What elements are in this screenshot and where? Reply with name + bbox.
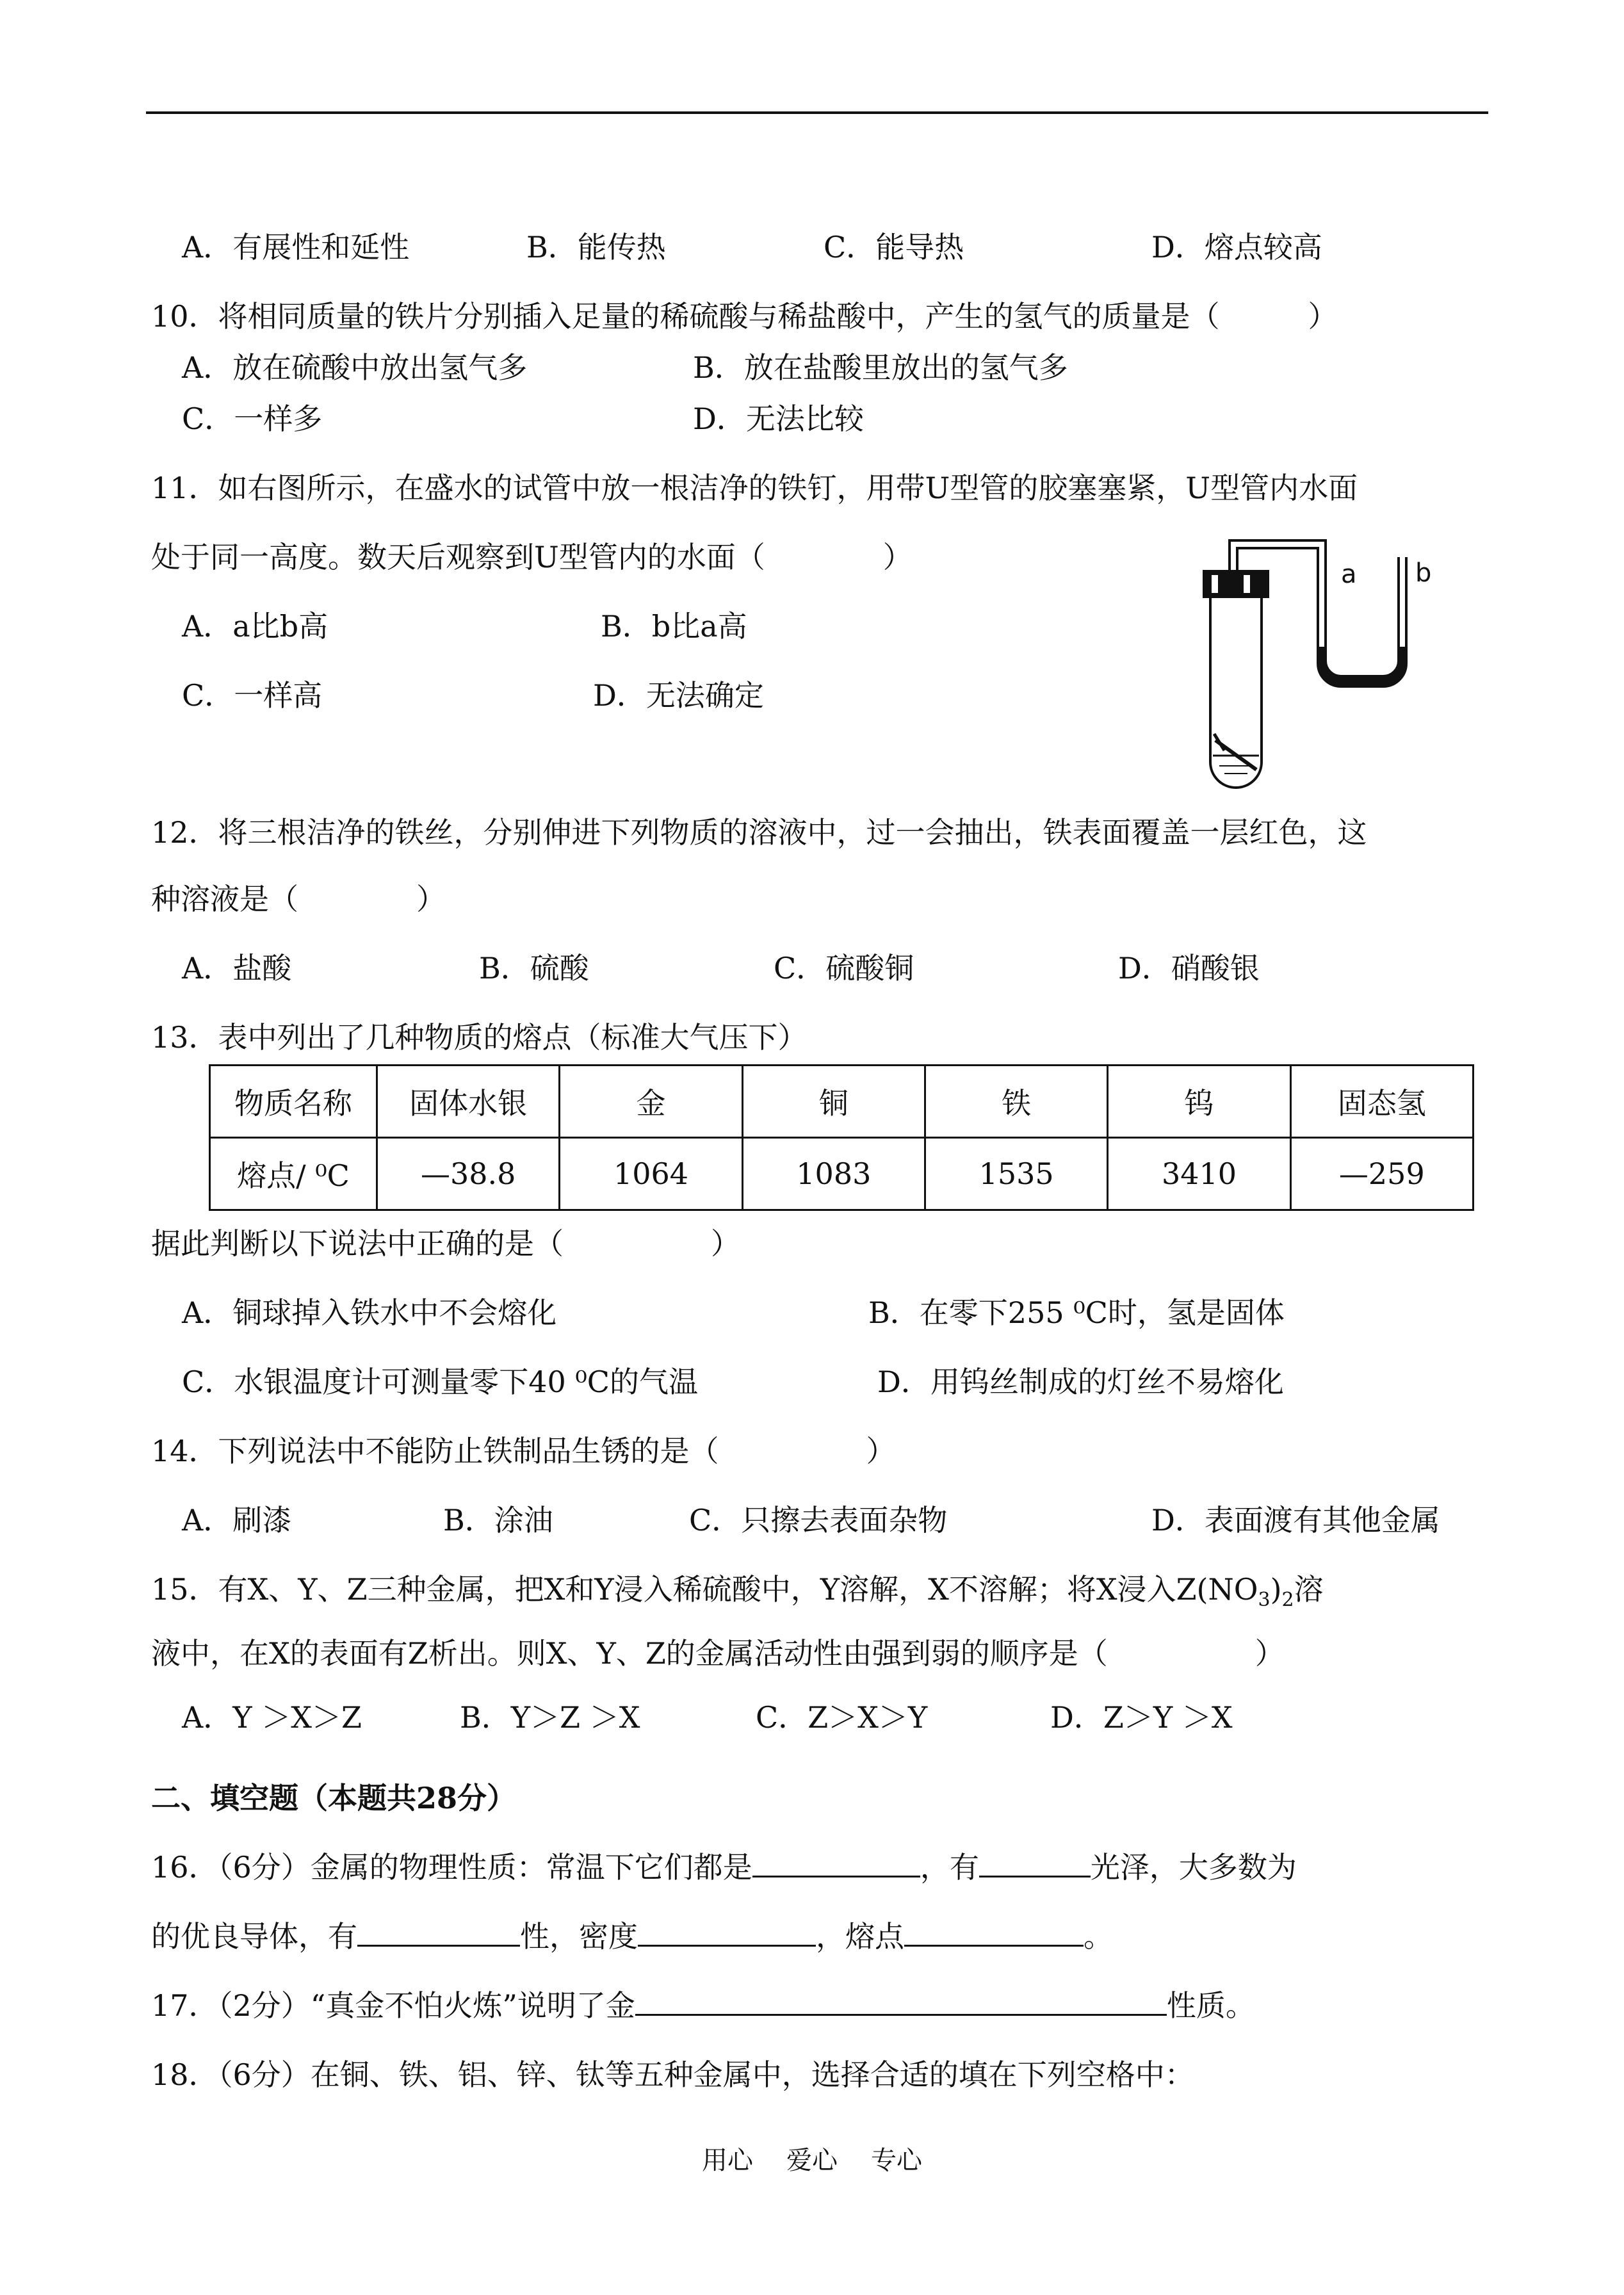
q12-option-d: D．硝酸银 (1118, 951, 1260, 985)
table-cell: 1064 (560, 1138, 742, 1210)
q14-option-d: D．表面渡有其他金属 (1151, 1503, 1440, 1537)
footer-word: 专心 (871, 2146, 922, 2175)
table-cell: 铁 (925, 1066, 1107, 1138)
q15-stem-line1 (151, 1571, 1324, 1618)
q17-line (151, 1988, 1255, 2023)
table-cell: 钨 (1108, 1066, 1290, 1138)
q10-option-a: A．放在硫酸中放出氢气多 (182, 350, 528, 385)
q14-option-a: A．刷漆 (182, 1503, 292, 1537)
answer-blank[interactable] (357, 1919, 520, 1947)
q15-stem-post: 溶 (1294, 1572, 1324, 1607)
q15-option-b: B．Y＞Z ＞X (460, 1700, 640, 1735)
q15-subscript-2: 2 (1281, 1589, 1294, 1612)
table-cell: 物质名称 (210, 1066, 377, 1138)
q13-option-d: D．用钨丝制成的灯丝不易熔化 (877, 1365, 1284, 1399)
q13-option-c: C．水银温度计可测量零下40 ⁰C的气温 (182, 1365, 698, 1399)
header-rule (146, 111, 1488, 114)
table-cell: 熔点/ ⁰C (210, 1138, 377, 1210)
table-header-row (210, 1066, 1474, 1138)
q17-text: 性质。 (1166, 1988, 1255, 2023)
table-cell: —38.8 (377, 1138, 560, 1210)
label-a: a (1341, 560, 1357, 589)
page-footer (0, 2140, 1624, 2177)
table-cell: 金 (560, 1066, 742, 1138)
answer-blank[interactable] (635, 1988, 1167, 2016)
answer-blank[interactable] (752, 1850, 920, 1877)
u-tube-water (1318, 647, 1406, 686)
table-row (210, 1138, 1474, 1210)
q14-stem: 14．下列说法中不能防止铁制品生锈的是（ ） (151, 1434, 896, 1468)
q17-text: 17．（2分）“真金不怕火炼”说明了金 (151, 1988, 635, 2023)
q15-option-c: C．Z＞X＞Y (756, 1700, 928, 1735)
footer-word: 用心 (702, 2146, 753, 2175)
q13-stem: 13．表中列出了几种物质的熔点（标准大气压下） (151, 1020, 808, 1055)
table-cell: 3410 (1108, 1138, 1290, 1210)
table-cell: —259 (1290, 1138, 1473, 1210)
q14-option-b: B．涂油 (443, 1503, 553, 1537)
q12-option-a: A．盐酸 (182, 951, 292, 985)
q9-option-c: C．能导热 (824, 230, 964, 264)
q11-option-c: C．一样高 (182, 678, 323, 713)
q9-option-b: B．能传热 (526, 230, 666, 264)
q15-option-a: A．Y ＞X＞Z (182, 1700, 362, 1735)
answer-blank[interactable] (979, 1850, 1091, 1877)
q9-option-d: D．熔点较高 (1151, 230, 1322, 264)
q15-stem-line2: 液中，在X的表面有Z析出。则X、Y、Z的金属活动性由强到弱的顺序是（ ） (151, 1636, 1285, 1671)
table-cell: 固体水银 (377, 1066, 560, 1138)
q9-option-a: A．有展性和延性 (182, 230, 410, 264)
label-b: b (1415, 558, 1432, 588)
melting-point-table (209, 1064, 1474, 1211)
q15-subscript: 3 (1258, 1589, 1271, 1612)
q16-line1 (151, 1849, 1297, 1885)
q11-option-d: D．无法确定 (593, 678, 764, 713)
q13-stem-2: 据此判断以下说法中正确的是（ ） (151, 1226, 740, 1261)
q16-text: 光泽，大多数为 (1090, 1850, 1297, 1885)
test-tube (1210, 598, 1262, 788)
q12-option-c: C．硫酸铜 (774, 951, 914, 985)
q15-stem-text: 15．有X、Y、Z三种金属，把X和Y浸入稀硫酸中，Y溶解，X不溶解；将X浸入Z(NO (151, 1572, 1258, 1607)
q15-option-d: D．Z＞Y ＞X (1050, 1700, 1233, 1735)
q15-stem-close: ) (1270, 1572, 1282, 1607)
q14-option-c: C．只擦去表面杂物 (689, 1503, 948, 1537)
table-cell: 铜 (742, 1066, 925, 1138)
u-tube-outer (1230, 540, 1399, 676)
q16-text: 性，密度 (520, 1919, 638, 1954)
q11-option-b: B．b比a高 (601, 609, 747, 644)
answer-blank[interactable] (638, 1919, 816, 1947)
q10-option-b: B．放在盐酸里放出的氢气多 (693, 350, 1068, 385)
q12-stem-line2: 种溶液是（ ） (151, 882, 446, 916)
q11-option-a: A．a比b高 (182, 609, 329, 644)
table-cell: 1535 (925, 1138, 1107, 1210)
q11-stem-line2: 处于同一高度。数天后观察到U型管内的水面（ ） (151, 540, 913, 574)
q12-stem-line1: 12．将三根洁净的铁丝，分别伸进下列物质的溶液中，过一会抽出，铁表面覆盖一层红色，这 (151, 815, 1367, 850)
q11-stem-line1: 11．如右图所示，在盛水的试管中放一根洁净的铁钉，用带U型管的胶塞塞紧，U型管内水面 (151, 471, 1358, 505)
q16-text: ，有 (920, 1850, 979, 1885)
q10-option-c: C．一样多 (182, 401, 323, 436)
table-cell: 固态氢 (1290, 1066, 1473, 1138)
footer-word: 爱心 (786, 2146, 838, 2175)
test-tube-u-tube-figure (1191, 519, 1447, 800)
q16-text: ，熔点 (816, 1919, 904, 1954)
q16-text: 16．（6分）金属的物理性质：常温下它们都是 (151, 1850, 752, 1885)
q18-stem: 18．（6分）在铜、铁、铝、锌、钛等五种金属中，选择合适的填在下列空格中： (151, 2057, 1194, 2092)
q16-line2 (151, 1918, 1113, 1954)
q16-text: 。 (1084, 1919, 1113, 1954)
section-title: 二、填空题（本题共28分） (151, 1781, 517, 1815)
q13-option-a: A．铜球掉入铁水中不会熔化 (182, 1295, 557, 1330)
q16-text: 的优良导体，有 (151, 1919, 357, 1954)
q12-option-b: B．硫酸 (479, 951, 589, 985)
q13-option-b: B．在零下255 ⁰C时，氢是固体 (868, 1295, 1285, 1330)
table-cell: 1083 (742, 1138, 925, 1210)
q10-stem: 10．将相同质量的铁片分别插入足量的稀硫酸与稀盐酸中，产生的氢气的质量是（ ） (151, 299, 1338, 334)
q10-option-d: D．无法比较 (693, 401, 864, 436)
answer-blank[interactable] (904, 1919, 1084, 1947)
